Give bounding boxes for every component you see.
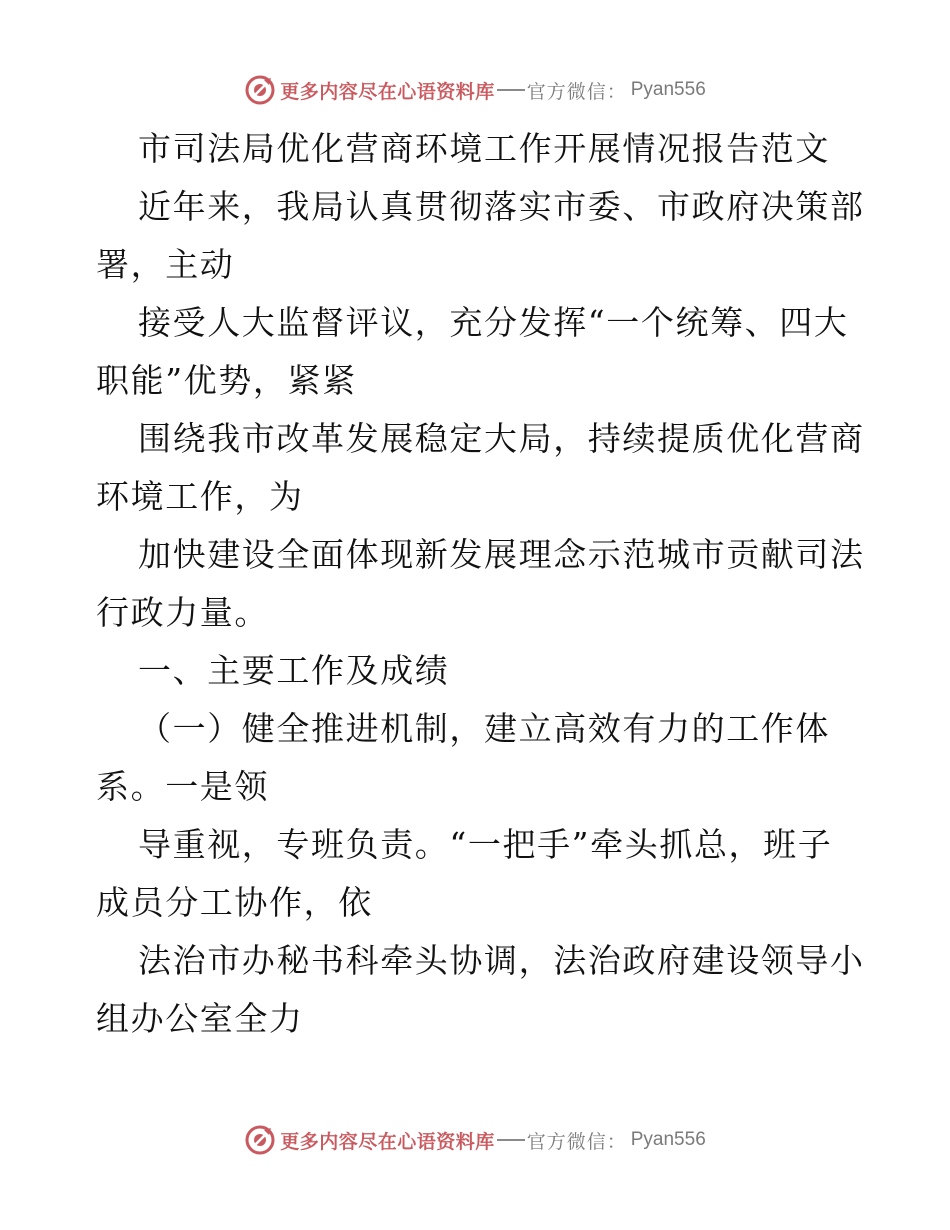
- brand-logo-icon: [244, 74, 276, 106]
- banner-brand-text: 更多内容尽在心语资料库: [280, 80, 495, 103]
- body-line: 加快建设全面体现新发展理念示范城市贡献司法: [138, 535, 865, 574]
- document-title: 市司法局优化营商环境工作开展情况报告范文: [138, 129, 830, 168]
- banner-dash: [497, 89, 525, 91]
- banner-wechat-id: Pyan556: [630, 79, 706, 100]
- document-body: [96, 120, 865, 1048]
- body-line: 职能”优势，紧紧: [96, 361, 357, 400]
- body-line: 署，主动: [96, 245, 235, 284]
- body-line: 成员分工协作，依: [96, 883, 373, 922]
- body-line: 接受人大监督评议，充分发挥“一个统筹、四大: [138, 303, 849, 342]
- brand-logo-icon: [244, 1124, 276, 1156]
- body-line: 组办公室全力: [96, 999, 304, 1038]
- banner-dash: [497, 1139, 525, 1141]
- banner-brand-text: 更多内容尽在心语资料库: [280, 1130, 495, 1153]
- body-line: 法治市办秘书科牵头协调，法治政府建设领导小: [138, 941, 865, 980]
- banner-wechat-label: 官方微信：: [526, 1130, 627, 1153]
- body-line: 系。一是领: [96, 767, 269, 806]
- body-line: 围绕我市改革发展稳定大局，持续提质优化营商: [138, 419, 865, 458]
- banner-wechat-label: 官方微信：: [526, 80, 627, 103]
- subsection-heading: （一）健全推进机制，建立高效有力的工作体: [138, 709, 830, 748]
- body-line: 近年来，我局认真贯彻落实市委、市政府决策部: [138, 187, 865, 226]
- section-heading: 一、主要工作及成绩: [138, 651, 450, 690]
- banner-wechat-id: Pyan556: [630, 1129, 706, 1150]
- footer-watermark-banner: [0, 1120, 950, 1160]
- body-line: 导重视，专班负责。“一把手”牵头抓总，班子: [138, 825, 833, 864]
- body-line: 环境工作，为: [96, 477, 304, 516]
- body-line: 行政力量。: [96, 593, 269, 632]
- header-watermark-banner: [0, 70, 950, 110]
